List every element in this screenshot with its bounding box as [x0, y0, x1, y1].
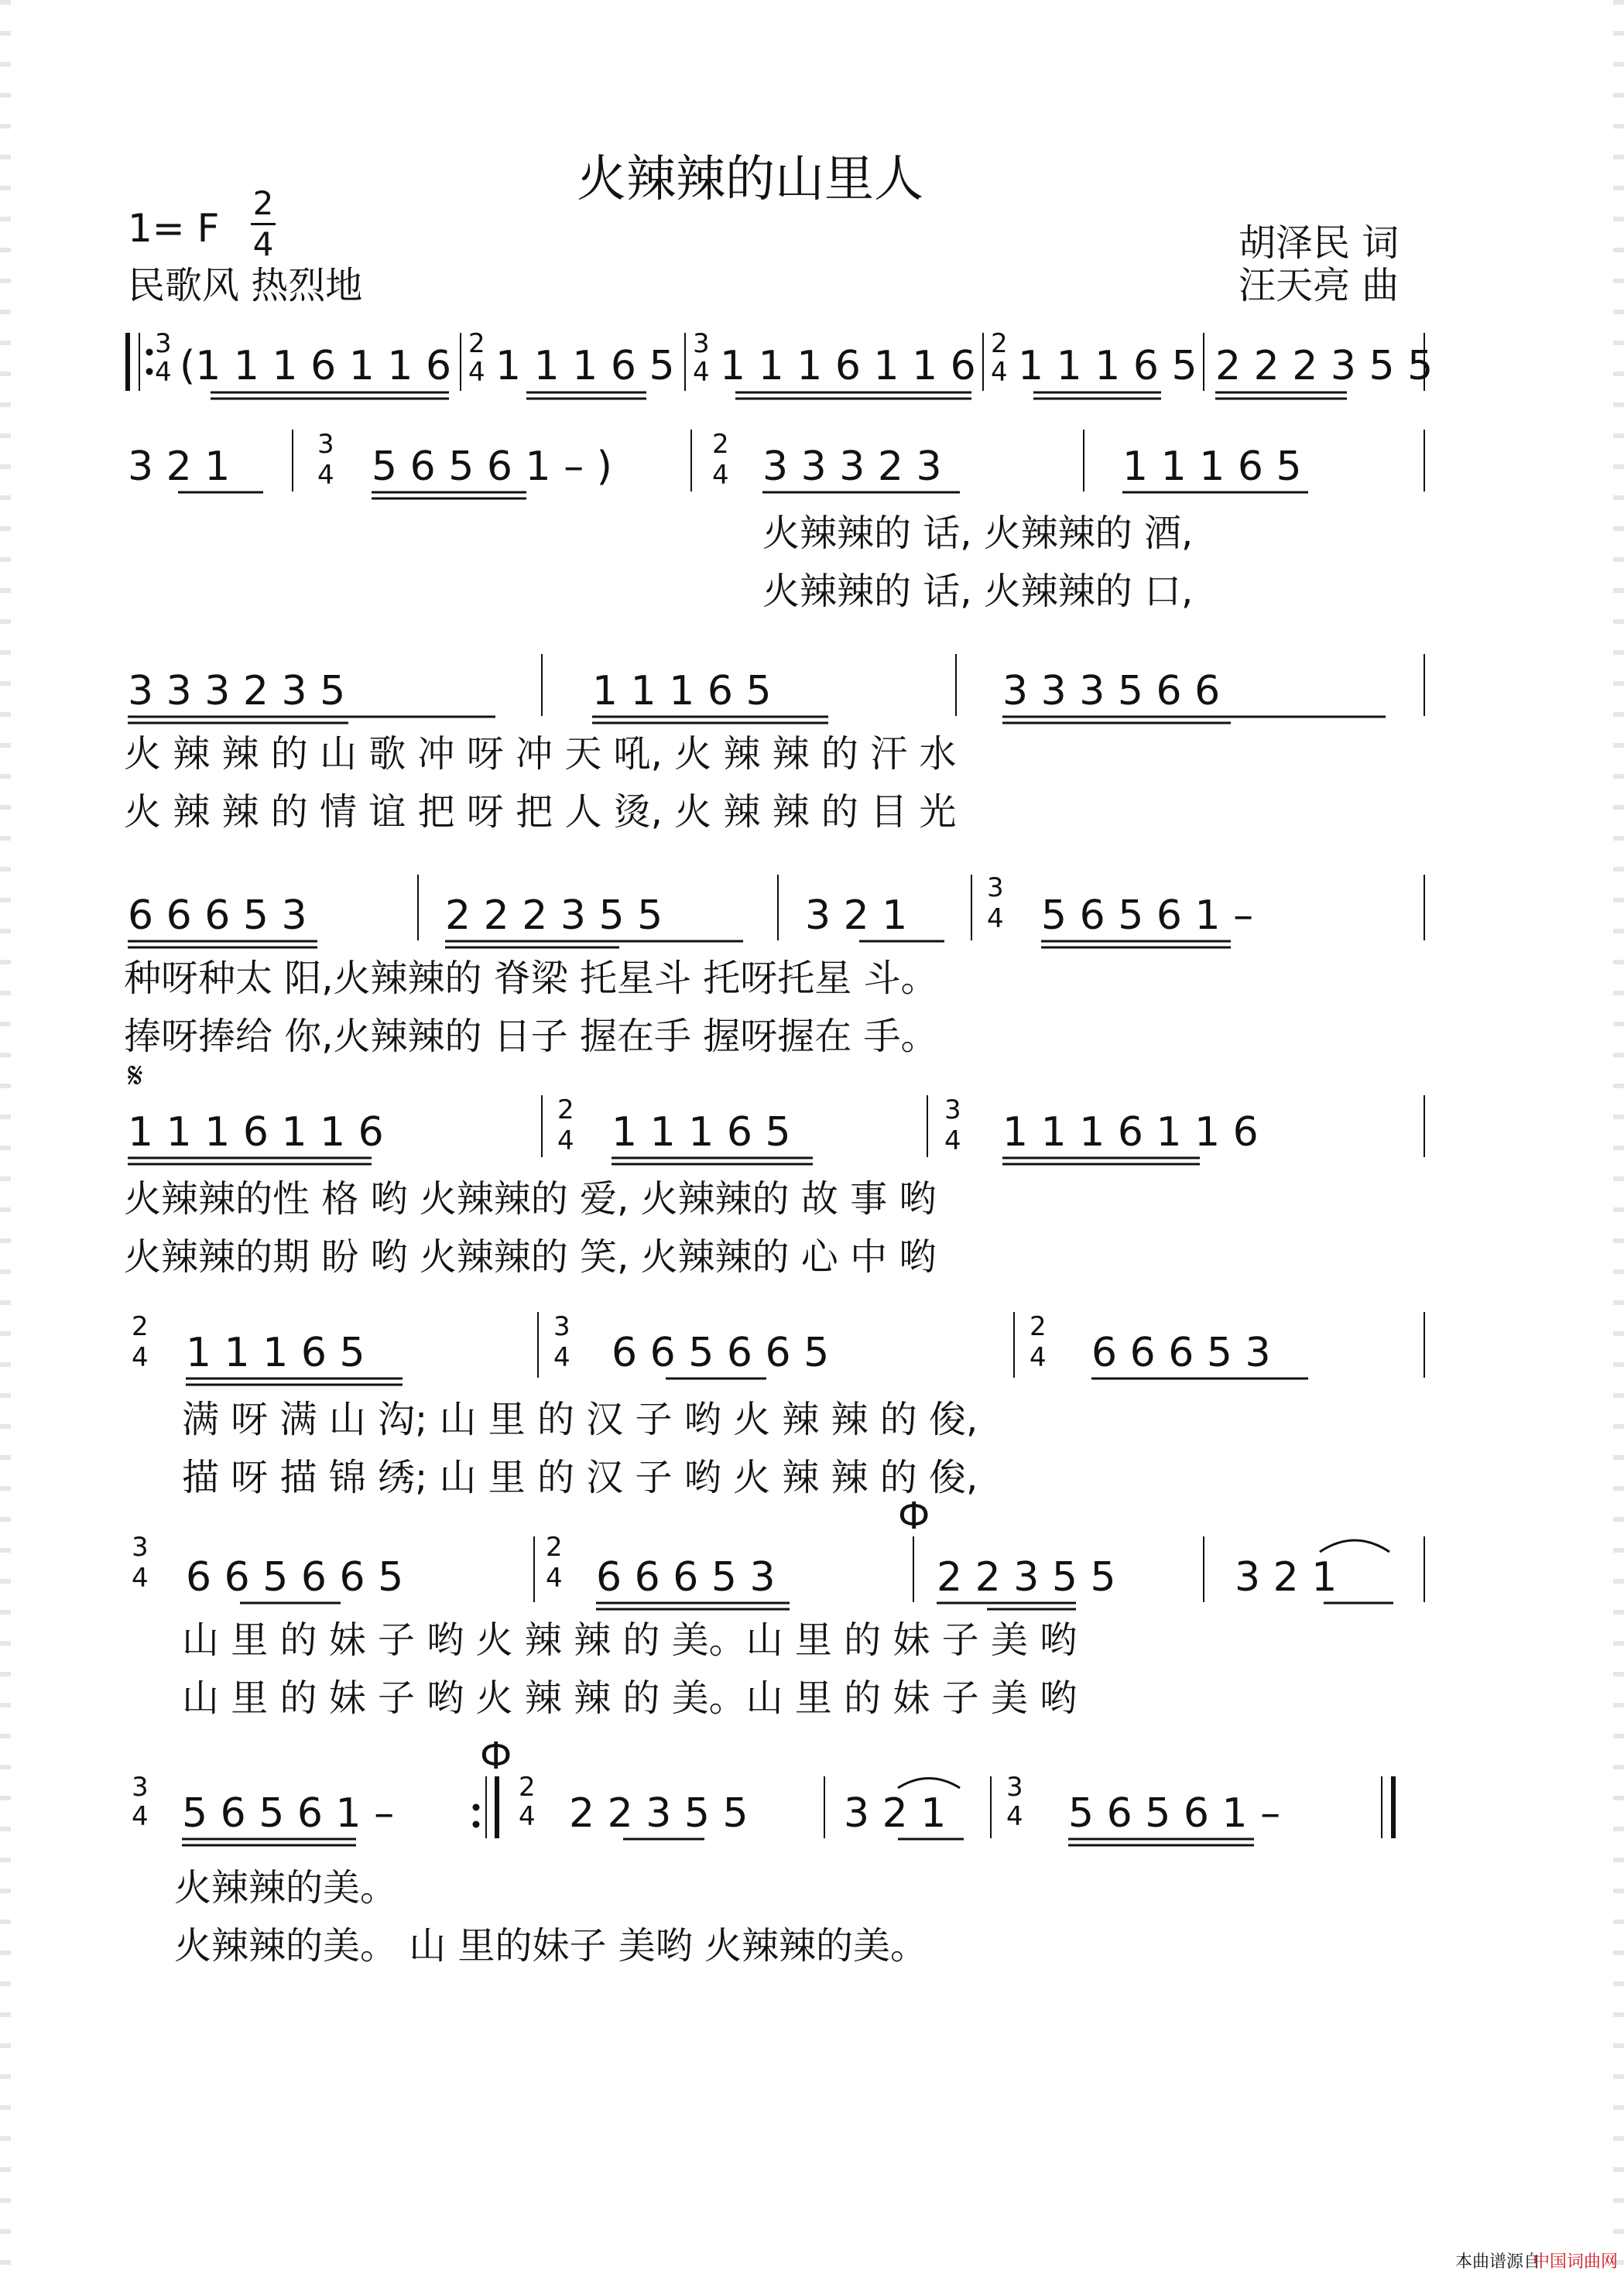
svg-text:2 2 2 3 5 5: 2 2 2 3 5 5: [1215, 343, 1434, 389]
footer-site-link[interactable]: 中国词曲网: [1533, 2252, 1619, 2272]
svg-text:4: 4: [991, 357, 1008, 388]
key-signature: 1= F: [128, 206, 220, 251]
notation-row-4: [128, 872, 1424, 947]
svg-text:2: 2: [557, 1094, 574, 1125]
time-signature-top: 2: [252, 184, 274, 222]
svg-text:6 6 6 5 3: 6 6 6 5 3: [128, 892, 307, 939]
svg-text:4: 4: [132, 1563, 149, 1594]
svg-text:3 2 1: 3 2 1: [128, 444, 231, 490]
svg-text:3: 3: [553, 1311, 570, 1342]
svg-text:2: 2: [519, 1772, 536, 1803]
svg-text:5 6 5 6 1 –: 5 6 5 6 1 –: [1041, 892, 1254, 939]
svg-text:4: 4: [317, 460, 334, 491]
svg-text:4: 4: [546, 1563, 563, 1594]
svg-text:3 3 3 2 3: 3 3 3 2 3: [762, 444, 942, 490]
svg-text:6 6 6 5 3: 6 6 6 5 3: [596, 1554, 776, 1601]
notation-row-1: [128, 328, 1433, 399]
lyrics-row3-verse1: 火 辣 辣 的 山 歌 冲 呀 冲 天 吼, 火 辣 辣 的 汗 水: [124, 732, 957, 776]
svg-text:5 6 5 6 1 –: 5 6 5 6 1 –: [1068, 1790, 1281, 1837]
svg-text:3: 3: [132, 1532, 149, 1563]
time-signature-bottom: 4: [252, 225, 274, 263]
svg-text:3: 3: [944, 1094, 961, 1125]
notation-row-5: [128, 1094, 1424, 1164]
svg-text:1 1 1 6 5: 1 1 1 6 5: [1018, 343, 1197, 389]
svg-text:4: 4: [944, 1125, 961, 1156]
coda-sign: Ф: [898, 1495, 930, 1538]
svg-text:1 1 1 6 5: 1 1 1 6 5: [592, 668, 772, 714]
svg-text:3: 3: [987, 872, 1004, 903]
svg-text:1 1 1 6 5: 1 1 1 6 5: [186, 1330, 365, 1376]
svg-text:1 1 1 6 1 1 6: 1 1 1 6 1 1 6: [720, 343, 976, 389]
svg-text:5 6 5 6 1 –: 5 6 5 6 1 –: [182, 1790, 395, 1837]
lyrics-row6-verse1: 满 呀 满 山 沟; 山 里 的 汉 子 哟 火 辣 辣 的 俊,: [182, 1398, 978, 1441]
svg-text:(1 1 1 6 1 1 6: (1 1 1 6 1 1 6: [180, 343, 452, 389]
svg-text:3 3 3 2 3 5: 3 3 3 2 3 5: [128, 668, 346, 714]
svg-text:1 1 1 6 1 1 6: 1 1 1 6 1 1 6: [128, 1109, 384, 1156]
svg-text:4: 4: [1030, 1342, 1047, 1373]
svg-text:2 2 3 5 5: 2 2 3 5 5: [937, 1554, 1116, 1601]
lyrics-row2-verse2: 火辣辣的 话, 火辣辣的 口,: [762, 570, 1194, 613]
segno-sign: 𝄋: [128, 1054, 143, 1096]
svg-text:3 3 3 5 6 6: 3 3 3 5 6 6: [1002, 668, 1221, 714]
svg-text:2: 2: [468, 328, 485, 359]
composer-credit: 汪天亮 曲: [1239, 264, 1400, 307]
svg-text:4: 4: [693, 357, 710, 388]
lyrics-row7-verse1: 山 里 的 妹 子 哟 火 辣 辣 的 美。山 里 的 妹 子 美 哟: [182, 1618, 1078, 1662]
svg-text:4: 4: [1006, 1801, 1023, 1832]
lyrics-row3-verse2: 火 辣 辣 的 情 谊 把 呀 把 人 烫, 火 辣 辣 的 目 光: [124, 790, 957, 834]
notation-row-2: [128, 429, 1424, 498]
svg-text:3: 3: [317, 429, 334, 460]
svg-text:1 1 1 6 5: 1 1 1 6 5: [495, 343, 675, 389]
svg-text:2 2 2 3 5 5: 2 2 2 3 5 5: [445, 892, 663, 939]
svg-text:4: 4: [519, 1801, 536, 1832]
svg-text:3 2 1: 3 2 1: [844, 1790, 947, 1837]
notation-row-3: [128, 654, 1424, 723]
lyrics-row2-verse1: 火辣辣的 话, 火辣辣的 酒,: [762, 512, 1194, 555]
svg-text:5 6 5 6 1 – ): 5 6 5 6 1 – ): [372, 444, 612, 490]
svg-text:3: 3: [155, 328, 172, 359]
lyrics-row5-verse2: 火辣辣的期 盼 哟 火辣辣的 笑, 火辣辣的 心 中 哟: [124, 1235, 937, 1279]
lyrics-row4-verse1: 种呀种太 阳,火辣辣的 脊梁 托星斗 托呀托星 斗。: [124, 957, 938, 1000]
svg-text:6 6 6 5 3: 6 6 6 5 3: [1091, 1330, 1271, 1376]
notation-row-8: [132, 1772, 1393, 1845]
svg-text:3: 3: [693, 328, 710, 359]
svg-text:1 1 1 6 5: 1 1 1 6 5: [612, 1109, 791, 1156]
lyrics-row5-verse1: 火辣辣的性 格 哟 火辣辣的 爱, 火辣辣的 故 事 哟: [124, 1177, 937, 1221]
svg-text:4: 4: [132, 1342, 149, 1373]
svg-text:4: 4: [132, 1801, 149, 1832]
svg-text:4: 4: [987, 903, 1004, 934]
svg-text:1 1 1 6 5: 1 1 1 6 5: [1122, 444, 1302, 490]
style-tempo: 民歌风 热烈地: [128, 264, 363, 307]
lyrics-row8-verse2: 火辣辣的美。 山 里的妹子 美哟 火辣辣的美。: [174, 1924, 928, 1968]
lyrics-row7-verse2: 山 里 的 妹 子 哟 火 辣 辣 的 美。山 里 的 妹 子 美 哟: [182, 1677, 1078, 1720]
svg-text:3 2 1: 3 2 1: [805, 892, 908, 939]
svg-text:6 6 5 6 6 5: 6 6 5 6 6 5: [186, 1554, 404, 1601]
song-title: 火辣辣的山里人: [577, 151, 923, 208]
svg-text:4: 4: [553, 1342, 570, 1373]
svg-text:3 2 1: 3 2 1: [1235, 1554, 1338, 1601]
svg-text:4: 4: [155, 357, 172, 388]
coda-sign-2: Ф: [480, 1735, 512, 1778]
svg-text:2: 2: [546, 1532, 563, 1563]
footer-source-label: 本曲谱源自: [1455, 2252, 1541, 2272]
lyrics-row6-verse2: 描 呀 描 锦 绣; 山 里 的 汉 子 哟 火 辣 辣 的 俊,: [182, 1456, 978, 1499]
svg-text:4: 4: [468, 357, 485, 388]
lyricist-credit: 胡泽民 词: [1239, 221, 1400, 265]
svg-text:6 6 5 6 6 5: 6 6 5 6 6 5: [612, 1330, 830, 1376]
svg-text:2: 2: [1030, 1311, 1047, 1342]
svg-text:3: 3: [1006, 1772, 1023, 1803]
svg-text:2: 2: [132, 1311, 149, 1342]
svg-text:3: 3: [132, 1772, 149, 1803]
lyrics-row8-verse1: 火辣辣的美。: [174, 1866, 398, 1909]
svg-text:2 2 3 5 5: 2 2 3 5 5: [569, 1790, 749, 1837]
notation-row-7: [132, 1532, 1424, 1609]
svg-text:4: 4: [712, 460, 729, 491]
svg-text:4: 4: [557, 1125, 574, 1156]
lyrics-row4-verse2: 捧呀捧给 你,火辣辣的 日子 握在手 握呀握在 手。: [124, 1015, 938, 1058]
svg-text:2: 2: [991, 328, 1008, 359]
notation-row-6: [132, 1311, 1424, 1385]
svg-text:1 1 1 6 1 1 6: 1 1 1 6 1 1 6: [1002, 1109, 1259, 1156]
svg-text:2: 2: [712, 429, 729, 460]
